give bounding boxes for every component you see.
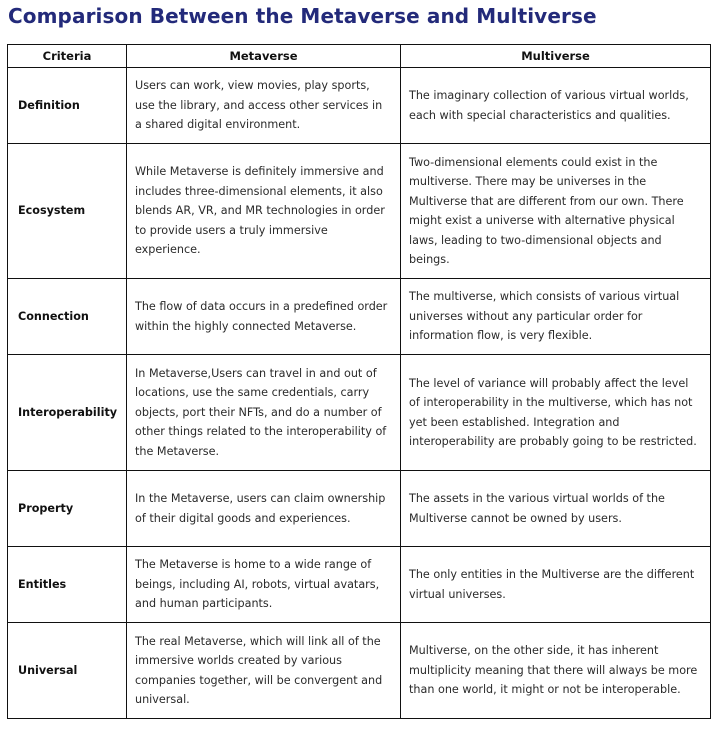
metaverse-cell: The flow of data occurs in a predefined order within the highly connected Metaverse. — [127, 279, 401, 355]
table-row-connection — [8, 279, 711, 355]
multiverse-cell: The only entities in the Multiverse are the different virtual universes. — [401, 547, 711, 623]
multiverse-cell: The imaginary collection of various virtual worlds, each with special characteristics and qualities. — [401, 68, 711, 144]
criteria-cell: Universal — [8, 623, 127, 719]
metaverse-cell: The real Metaverse, which will link all of the immersive worlds created by various companies together, will be convergent and universal. — [127, 623, 401, 719]
metaverse-cell: In the Metaverse, users can claim ownership of their digital goods and experiences. — [127, 471, 401, 547]
criteria-cell: Definition — [8, 68, 127, 144]
criteria-cell: Property — [8, 471, 127, 547]
table-row-property — [8, 471, 711, 547]
multiverse-cell: The level of variance will probably affect the level of interoperability in the multiverse, which has not yet been established. Integration and interoperability are probably going to be restricted. — [401, 355, 711, 471]
criteria-cell: Ecosystem — [8, 144, 127, 279]
criteria-cell: Entitles — [8, 547, 127, 623]
criteria-cell: Connection — [8, 279, 127, 355]
table-row-universal — [8, 623, 711, 719]
table-row-definition — [8, 68, 711, 144]
multiverse-cell: The multiverse, which consists of various virtual universes without any particular order for information flow, is very flexible. — [401, 279, 711, 355]
metaverse-cell: The Metaverse is home to a wide range of beings, including AI, robots, virtual avatars, and human participants. — [127, 547, 401, 623]
table-row-ecosystem — [8, 144, 711, 279]
metaverse-cell: Users can work, view movies, play sports, use the library, and access other services in a shared digital environment. — [127, 68, 401, 144]
page-title: Comparison Between the Metaverse and Multiverse — [8, 4, 597, 28]
header-criteria: Criteria — [8, 45, 127, 68]
table-row-interoperability — [8, 355, 711, 471]
metaverse-cell: In Metaverse,Users can travel in and out of locations, use the same credentials, carry objects, port their NFTs, and do a number of other things related to the interoperability of the Metaverse. — [127, 355, 401, 471]
header-metaverse: Metaverse — [127, 45, 401, 68]
table-header-row — [8, 45, 711, 68]
comparison-table — [7, 44, 711, 719]
header-multiverse: Multiverse — [401, 45, 711, 68]
criteria-cell: Interoperability — [8, 355, 127, 471]
metaverse-cell: While Metaverse is definitely immersive and includes three-dimensional elements, it also blends AR, VR, and MR technologies in order to provide users a truly immersive experience. — [127, 144, 401, 279]
multiverse-cell: The assets in the various virtual worlds of the Multiverse cannot be owned by users. — [401, 471, 711, 547]
table-row-entitles — [8, 547, 711, 623]
multiverse-cell: Two-dimensional elements could exist in the multiverse. There may be universes in the Multiverse that are different from our own. There might exist a universe with alternative physical laws, leading to two-dimensional objects and beings. — [401, 144, 711, 279]
multiverse-cell: Multiverse, on the other side, it has inherent multiplicity meaning that there will always be more than one world, it might or not be interoperable. — [401, 623, 711, 719]
